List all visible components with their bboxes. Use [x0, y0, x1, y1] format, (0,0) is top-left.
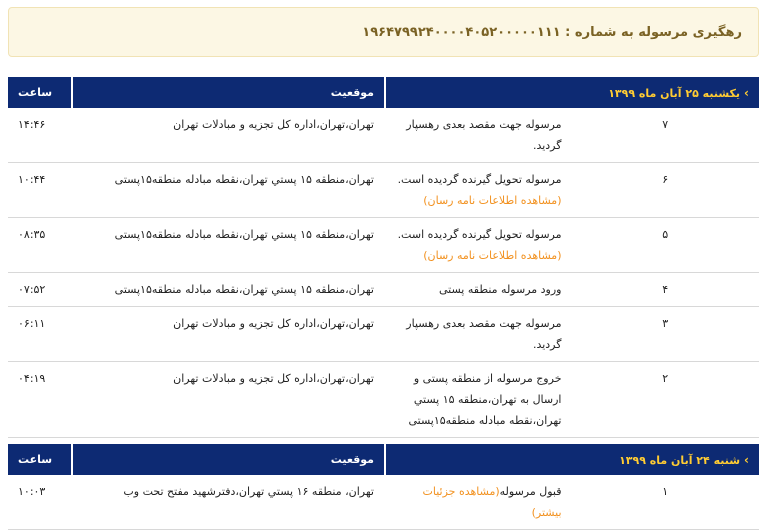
event-description-text: مرسوله تحویل گیرنده گردیده است.	[397, 173, 562, 186]
event-number: ۱	[572, 475, 760, 530]
event-description-text: خروج مرسوله از منطقه پستی و ارسال به تهران،منطقه ۱۵ پستي تهران،نقطه مبادله منطقه۱۵پستی	[408, 372, 562, 427]
event-description	[384, 218, 572, 273]
event-location: تهران، منطقه ۱۶ پستي تهران،دفترشهيد مفتح تحت وب	[71, 475, 384, 530]
event-time: ۱۴:۴۶	[8, 108, 71, 163]
day-header-date-text: شنبه ۲۴ آبان ماه ۱۳۹۹	[619, 453, 741, 467]
event-description-text: مرسوله جهت مقصد بعدی رهسپار گردید.	[406, 317, 562, 351]
event-number: ۴	[572, 273, 760, 307]
event-location: تهران،تهران،اداره کل تجزیه و مبادلات تهران	[71, 307, 384, 362]
event-details-link[interactable]: (مشاهده اطلاعات نامه رسان)	[423, 249, 562, 262]
event-number: ۵	[572, 218, 760, 273]
event-description	[384, 163, 572, 218]
event-location: تهران،منطقه ۱۵ پستي تهران،نقطه مبادله منطقه۱۵پستی	[71, 218, 384, 273]
event-row	[8, 362, 759, 438]
day-header-date-text: یکشنبه ۲۵ آبان ماه ۱۳۹۹	[608, 86, 741, 100]
event-description-text: مرسوله جهت مقصد بعدی رهسپار گردید.	[406, 118, 562, 152]
event-location: تهران،تهران،اداره کل تجزیه و مبادلات تهران	[71, 108, 384, 163]
event-row	[8, 108, 759, 163]
event-time: ۱۰:۴۴	[8, 163, 71, 218]
event-row	[8, 475, 759, 530]
tracking-banner-text: رهگیری مرسوله به شماره : ۱۹۶۴۷۹۹۲۴۰۰۰۰۴۰۵۲۰۰۰۰۰۱۱۱	[362, 24, 742, 40]
column-header-location: موقعیت	[71, 77, 384, 108]
event-time: ۰۷:۵۲	[8, 273, 71, 307]
event-description	[384, 273, 572, 307]
chevron-left-icon: ›	[744, 452, 749, 467]
day-header-row	[8, 444, 759, 475]
event-description-text: ورود مرسوله منطقه پستی	[439, 283, 562, 296]
event-row	[8, 218, 759, 273]
event-description	[384, 362, 572, 438]
event-location: تهران،تهران،اداره کل تجزیه و مبادلات تهران	[71, 362, 384, 438]
day-header-date	[384, 444, 759, 475]
chevron-left-icon: ›	[744, 85, 749, 100]
event-row	[8, 307, 759, 362]
column-header-time: ساعت	[8, 444, 71, 475]
event-time: ۱۰:۰۳	[8, 475, 71, 530]
event-location: تهران،منطقه ۱۵ پستي تهران،نقطه مبادله منطقه۱۵پستی	[71, 273, 384, 307]
event-time: ۰۸:۳۵	[8, 218, 71, 273]
event-number: ۳	[572, 307, 760, 362]
event-description	[384, 108, 572, 163]
column-header-time: ساعت	[8, 77, 71, 108]
event-row	[8, 163, 759, 218]
event-description-text: مرسوله تحویل گیرنده گردیده است.	[397, 228, 562, 241]
column-header-location: موقعیت	[71, 444, 384, 475]
day-header-row	[8, 77, 759, 108]
event-row	[8, 273, 759, 307]
event-details-link[interactable]: (مشاهده جزئيات بيشتر)	[422, 485, 562, 519]
event-description	[384, 307, 572, 362]
day-header-date	[384, 77, 759, 108]
event-description-text: قبول مرسوله	[499, 485, 562, 498]
event-number: ۶	[572, 163, 760, 218]
event-number: ۷	[572, 108, 760, 163]
event-time: ۰۶:۱۱	[8, 307, 71, 362]
tracking-banner	[8, 7, 759, 57]
event-number: ۲	[572, 362, 760, 438]
event-location: تهران،منطقه ۱۵ پستي تهران،نقطه مبادله منطقه۱۵پستی	[71, 163, 384, 218]
event-time: ۰۴:۱۹	[8, 362, 71, 438]
event-description	[384, 475, 572, 530]
event-details-link[interactable]: (مشاهده اطلاعات نامه رسان)	[423, 194, 562, 207]
tracking-table	[8, 77, 759, 530]
